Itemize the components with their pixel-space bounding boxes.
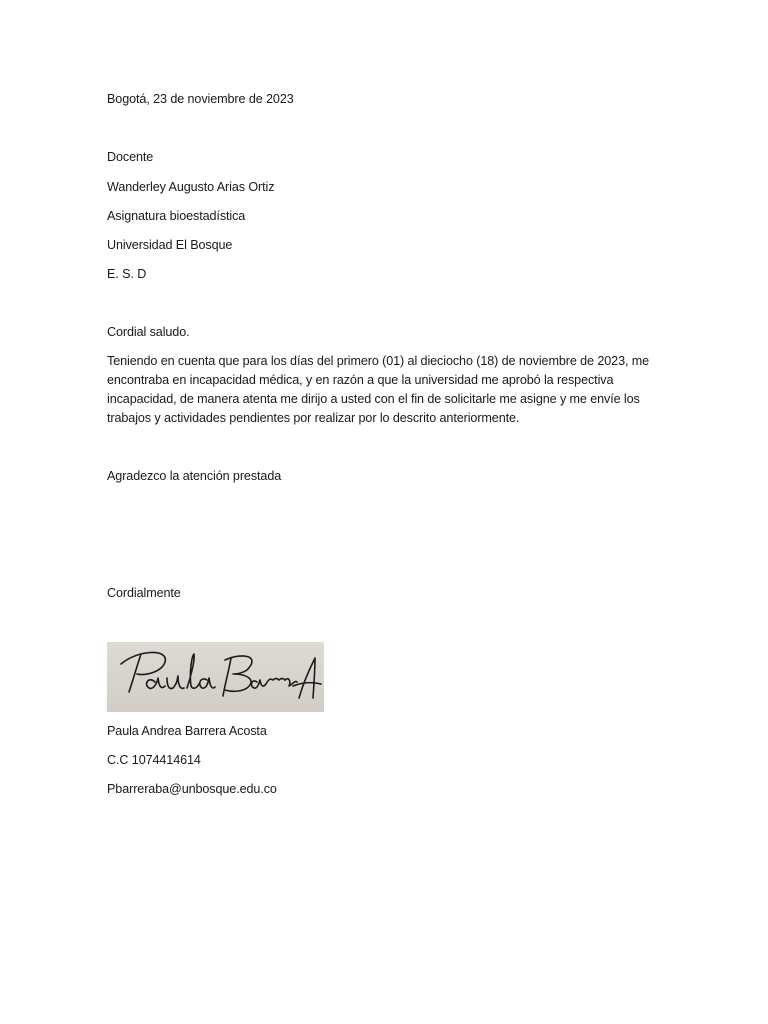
recipient-subject: Asignatura bioestadística [107,209,246,223]
greeting: Cordial saludo. [107,325,190,339]
sender-email: Pbarreraba@unbosque.edu.co [107,782,277,796]
body-paragraph: Teniendo en cuenta que para los días del primero (01) al dieciocho (18) de noviembre de 2023, me encontraba en incapacidad médica, y en razón a que la universidad me aprobó la respectiva incapacidad, de manera atenta me dirijo a usted con el fin de solicitarle me asigne y me envíe los trabajos y actividades pendientes por realizar por lo descrito anteriormente. [107,354,650,425]
handwritten-signature-image [107,642,324,712]
recipient-esd: E. S. D [107,267,147,281]
sender-name: Paula Andrea Barrera Acosta [107,724,267,738]
thanks-line: Agradezco la atención prestada [107,469,282,483]
recipient-institution: Universidad El Bosque [107,238,233,252]
closing: Cordialmente [107,586,181,600]
place-date: Bogotá, 23 de noviembre de 2023 [107,92,294,106]
signature-strokes [107,642,324,712]
recipient-name: Wanderley Augusto Arias Ortiz [107,180,275,194]
recipient-title: Docente [107,150,154,164]
sender-id: C.C 1074414614 [107,753,201,767]
